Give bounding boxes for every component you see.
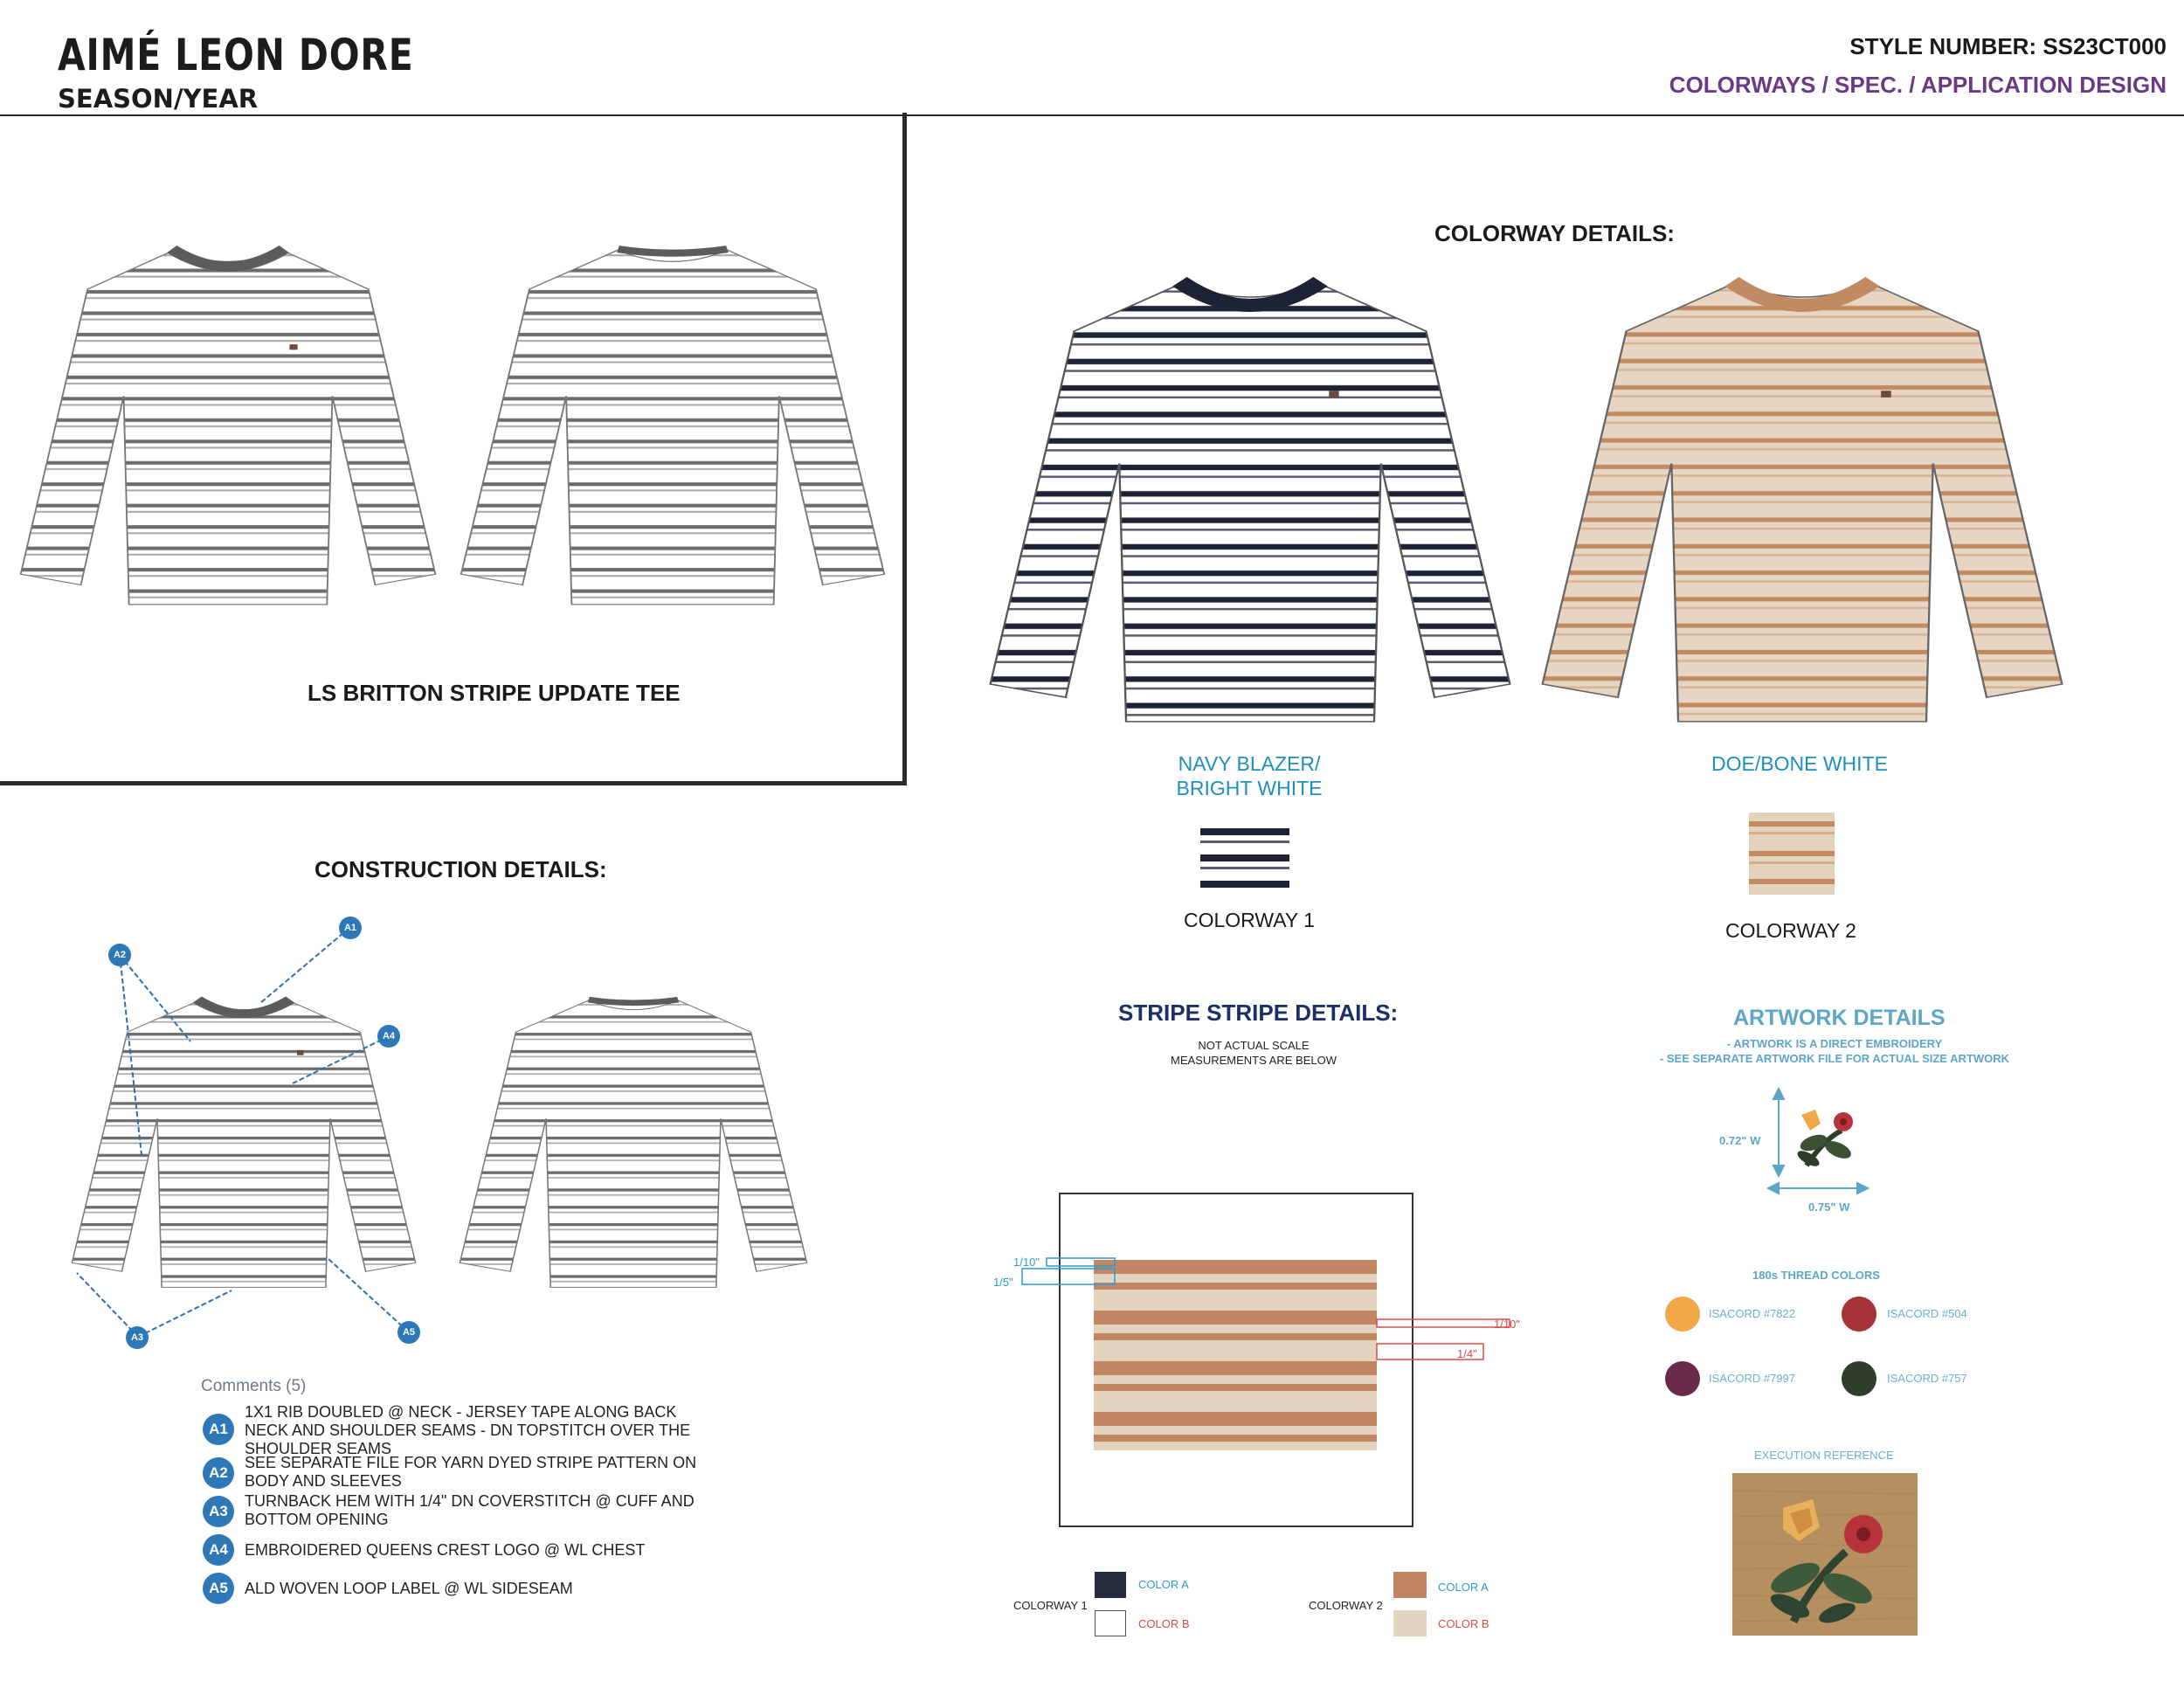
construction-callout-lines xyxy=(0,909,454,1346)
comments-title: Comments (5) xyxy=(201,1377,307,1395)
comment-text-a1: 1X1 RIB DOUBLED @ NECK - JERSEY TAPE ALONG BACK NECK AND SHOULDER SEAMS - DN TOPSTITCH OVER THE SHOULDER SEAMS xyxy=(245,1403,691,1457)
thread-label-4: ISACORD #757 xyxy=(1887,1372,1967,1385)
legend-1-color-b-label: COLOR B xyxy=(1138,1617,1190,1630)
shirt-back-construction xyxy=(454,996,812,1293)
thread-label-3: ISACORD #7997 xyxy=(1709,1372,1795,1385)
marker-a2[interactable]: A2 xyxy=(108,944,131,966)
thread-swatch-4 xyxy=(1842,1361,1876,1396)
artwork-height-label: 0.72" W xyxy=(1719,1134,1761,1147)
comment-text-a4: EMBROIDERED QUEENS CREST LOGO @ WL CHEST xyxy=(245,1541,646,1559)
comment-badge-a2[interactable]: A2 xyxy=(203,1457,234,1489)
artwork-notes: - ARTWORK IS A DIRECT EMBROIDERY - SEE SEPARATE ARTWORK FILE FOR ACTUAL SIZE ARTWORK xyxy=(1659,1037,2010,1065)
measure-d-label: 1/4" xyxy=(1457,1347,1477,1360)
colorway-2-label: COLORWAY 2 xyxy=(1725,919,1856,942)
thread-colors-title: 180s THREAD COLORS xyxy=(1752,1269,1880,1282)
brand-logo: AIMÉ LEON DORE xyxy=(58,30,414,80)
thread-label-2: ISACORD #504 xyxy=(1887,1307,1967,1320)
measure-b-label: 1/5" xyxy=(993,1276,1013,1289)
legend-2-color-a-swatch xyxy=(1393,1572,1427,1598)
comment-badge-a3[interactable]: A3 xyxy=(203,1496,234,1527)
artwork-width-label: 0.75" W xyxy=(1808,1200,1850,1214)
legend-2-color-a-label: COLOR A xyxy=(1438,1581,1489,1594)
comment-badge-a1[interactable]: A1 xyxy=(203,1414,234,1445)
execution-reference-title: EXECUTION REFERENCE xyxy=(1754,1449,1894,1462)
legend-2-color-b-label: COLOR B xyxy=(1438,1617,1489,1630)
thread-swatch-2 xyxy=(1842,1297,1876,1332)
legend-colorway-2: COLORWAY 2 xyxy=(1309,1599,1383,1612)
measure-a-label: 1/10" xyxy=(1013,1256,1040,1269)
comment-a3 xyxy=(203,1492,727,1531)
style-title: LS BRITTON STRIPE UPDATE TEE xyxy=(308,680,681,706)
legend-2-color-b-swatch xyxy=(1393,1610,1427,1636)
stripe-details-heading: STRIPE STRIPE DETAILS: xyxy=(1118,1000,1399,1026)
marker-a5[interactable]: A5 xyxy=(397,1321,420,1344)
comment-badge-a5[interactable]: A5 xyxy=(203,1573,234,1604)
comment-a2 xyxy=(203,1454,727,1492)
comment-text-a2: SEE SEPARATE FILE FOR YARN DYED STRIPE PATTERN ON BODY AND SLEEVES xyxy=(245,1454,697,1490)
colorway-1-name: NAVY BLAZER/ BRIGHT WHITE xyxy=(1176,752,1323,799)
stripe-note: NOT ACTUAL SCALE MEASUREMENTS ARE BELOW xyxy=(1171,1039,1337,1067)
marker-a4[interactable]: A4 xyxy=(377,1025,400,1048)
page-subtitle: COLORWAYS / SPEC. / APPLICATION DESIGN xyxy=(1669,72,2167,98)
thread-swatch-1 xyxy=(1665,1297,1700,1332)
comment-a5 xyxy=(203,1573,727,1608)
marker-a3[interactable]: A3 xyxy=(126,1326,149,1349)
legend-colorway-1: COLORWAY 1 xyxy=(1013,1599,1088,1612)
comment-a4 xyxy=(203,1534,727,1569)
artwork-embroidery-logo xyxy=(1789,1104,1868,1174)
shirt-front-main xyxy=(14,245,442,612)
colorway-2-name: DOE/BONE WHITE xyxy=(1711,752,1888,775)
artwork-details-heading: ARTWORK DETAILS xyxy=(1733,1006,1946,1030)
style-number: STYLE NUMBER: SS23CT000 xyxy=(1849,33,2167,59)
measure-c-label: 1/10" xyxy=(1494,1318,1520,1331)
comment-badge-a4[interactable]: A4 xyxy=(203,1534,234,1566)
colorway-2-swatch xyxy=(1749,813,1835,895)
execution-reference-image xyxy=(1732,1473,1918,1636)
thread-swatch-3 xyxy=(1665,1361,1700,1396)
legend-1-color-a-label: COLOR A xyxy=(1138,1578,1189,1591)
construction-details-heading: CONSTRUCTION DETAILS: xyxy=(314,856,607,882)
colorway-1-swatch xyxy=(1200,821,1289,895)
shirt-back-main xyxy=(454,245,891,612)
marker-a1[interactable]: A1 xyxy=(339,917,362,939)
colorway-details-heading: COLORWAY DETAILS: xyxy=(1434,220,1675,246)
shirt-colorway-1 xyxy=(982,276,1518,730)
shirt-colorway-2 xyxy=(1534,276,2070,730)
colorway-1-label: COLORWAY 1 xyxy=(1184,909,1315,931)
thread-label-1: ISACORD #7822 xyxy=(1709,1307,1795,1320)
comment-text-a5: ALD WOVEN LOOP LABEL @ WL SIDESEAM xyxy=(245,1580,573,1597)
comment-text-a3: TURNBACK HEM WITH 1/4" DN COVERSTITCH @ CUFF AND BOTTOM OPENING xyxy=(245,1492,695,1528)
season-year: SEASON/YEAR xyxy=(58,84,259,114)
legend-1-color-a-swatch xyxy=(1095,1572,1126,1598)
comment-a1 xyxy=(203,1403,727,1459)
legend-1-color-b-swatch xyxy=(1095,1610,1126,1636)
